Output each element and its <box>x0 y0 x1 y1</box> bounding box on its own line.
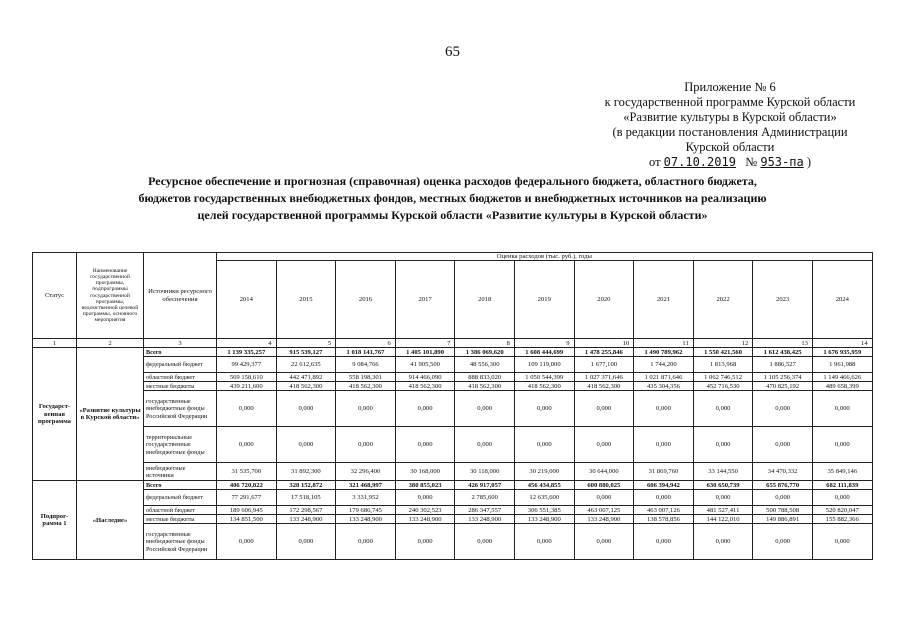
table-row <box>33 373 873 382</box>
value-cell-2015: 328 152,872 <box>276 481 336 490</box>
value-cell-2019: 30 219,000 <box>514 463 574 481</box>
source-cell: Всего <box>144 481 217 490</box>
value-cell-2015: 31 892,300 <box>276 463 336 481</box>
value-cell-2016: 0,000 <box>336 427 396 463</box>
value-cell-2014: 439 211,600 <box>217 382 277 391</box>
value-cell-2016: 321 468,997 <box>336 481 396 490</box>
value-cell-2022: 0,000 <box>693 391 753 427</box>
value-cell-2015: 0,000 <box>276 524 336 560</box>
value-cell-2019: 456 434,855 <box>514 481 574 490</box>
annex-number-label: № <box>745 155 758 169</box>
source-cell: местные бюджеты <box>144 515 217 524</box>
value-cell-2023: 1 886,527 <box>753 357 813 373</box>
value-cell-2021: 31 869,760 <box>634 463 694 481</box>
index-cell-6: 6 <box>336 339 396 348</box>
value-cell-2021: 1 021 871,646 <box>634 373 694 382</box>
value-cell-2021: 1 490 789,962 <box>634 348 694 357</box>
index-cell-9: 9 <box>514 339 574 348</box>
value-cell-2019: 306 551,385 <box>514 506 574 515</box>
value-cell-2015: 133 248,900 <box>276 515 336 524</box>
value-cell-2018: 30 118,000 <box>455 463 515 481</box>
block1-status: Государст-венная программа <box>33 348 77 481</box>
value-cell-2023: 1 612 438,425 <box>753 348 813 357</box>
value-cell-2019: 12 635,600 <box>514 490 574 506</box>
value-cell-2020: 418 562,300 <box>574 382 634 391</box>
value-cell-2019: 1 608 444,699 <box>514 348 574 357</box>
year-header-2020: 2020 <box>574 261 634 339</box>
value-cell-2015: 442 471,892 <box>276 373 336 382</box>
year-header-2014: 2014 <box>217 261 277 339</box>
value-cell-2022: 33 144,550 <box>693 463 753 481</box>
source-cell: государственные внебюджетные фонды Российской Федерации <box>144 391 217 427</box>
table-row <box>33 391 873 427</box>
block2-status: Подпрог-рамма 1 <box>33 481 77 560</box>
year-header-2021: 2021 <box>634 261 694 339</box>
value-cell-2016: 179 686,745 <box>336 506 396 515</box>
value-cell-2022: 1 550 421,560 <box>693 348 753 357</box>
source-cell: федеральный бюджет <box>144 357 217 373</box>
value-cell-2023: 0,000 <box>753 427 813 463</box>
value-cell-2016: 3 331,952 <box>336 490 396 506</box>
value-cell-2024: 1 676 935,959 <box>812 348 872 357</box>
index-cell-8: 8 <box>455 339 515 348</box>
title-line-2: бюджетов государственных внебюджетных фондов, местных бюджетов и внебюджетных источников на реализацию <box>138 191 767 205</box>
source-cell: местные бюджеты <box>144 382 217 391</box>
value-cell-2018: 0,000 <box>455 391 515 427</box>
value-cell-2019: 0,000 <box>514 524 574 560</box>
index-cell-5: 5 <box>276 339 336 348</box>
resource-table-wrapper <box>32 252 872 560</box>
value-cell-2020: 1 027 371,646 <box>574 373 634 382</box>
value-cell-2020: 30 644,000 <box>574 463 634 481</box>
index-cell-4: 4 <box>217 339 277 348</box>
value-cell-2017: 418 562,300 <box>395 382 455 391</box>
value-cell-2020: 0,000 <box>574 427 634 463</box>
value-cell-2014: 77 291,677 <box>217 490 277 506</box>
value-cell-2017: 0,000 <box>395 427 455 463</box>
value-cell-2020: 1 478 255,846 <box>574 348 634 357</box>
annex-line-5: Курской области <box>685 140 775 154</box>
value-cell-2019: 109 119,000 <box>514 357 574 373</box>
index-cell-13: 13 <box>753 339 813 348</box>
value-cell-2019: 418 562,300 <box>514 382 574 391</box>
header-status: Статус <box>33 253 77 339</box>
value-cell-2022: 452 716,530 <box>693 382 753 391</box>
value-cell-2019: 1 050 544,399 <box>514 373 574 382</box>
title-line-1: Ресурсное обеспечение и прогнозная (справочная) оценка расходов федерального бюджета, областного бюджета, <box>148 174 757 188</box>
value-cell-2016: 0,000 <box>336 391 396 427</box>
value-cell-2020: 1 677,100 <box>574 357 634 373</box>
header-name: Наименование государственной программы, подпрограммы государственной программы, ведомственной целевой программы, основного мероприятия <box>77 253 144 339</box>
table-row <box>33 506 873 515</box>
source-cell: территориальные государственные внебюджетные фонды <box>144 427 217 463</box>
value-cell-2014: 406 720,822 <box>217 481 277 490</box>
value-cell-2024: 0,000 <box>812 427 872 463</box>
year-header-2016: 2016 <box>336 261 396 339</box>
value-cell-2017: 0,000 <box>395 490 455 506</box>
table-body <box>33 348 873 560</box>
year-header-2024: 2024 <box>812 261 872 339</box>
year-header-2023: 2023 <box>753 261 813 339</box>
value-cell-2018: 0,000 <box>455 427 515 463</box>
table-row <box>33 382 873 391</box>
header-estimate: Оценка расходов (тыс. руб.), годы <box>217 253 873 261</box>
index-cell-2: 2 <box>77 339 144 348</box>
value-cell-2014: 569 158,610 <box>217 373 277 382</box>
value-cell-2023: 0,000 <box>753 391 813 427</box>
value-cell-2016: 0,000 <box>336 524 396 560</box>
value-cell-2023: 0,000 <box>753 490 813 506</box>
value-cell-2021: 435 304,356 <box>634 382 694 391</box>
value-cell-2019: 133 248,900 <box>514 515 574 524</box>
value-cell-2022: 481 527,411 <box>693 506 753 515</box>
value-cell-2024: 1 961,988 <box>812 357 872 373</box>
value-cell-2016: 9 084,766 <box>336 357 396 373</box>
table-row <box>33 463 873 481</box>
index-cell-12: 12 <box>693 339 753 348</box>
value-cell-2024: 520 820,047 <box>812 506 872 515</box>
value-cell-2017: 1 405 101,890 <box>395 348 455 357</box>
annex-header <box>560 80 900 170</box>
value-cell-2020: 133 248,900 <box>574 515 634 524</box>
value-cell-2018: 286 347,557 <box>455 506 515 515</box>
annex-line-2: к государственной программе Курской области <box>604 95 856 109</box>
value-cell-2018: 426 917,057 <box>455 481 515 490</box>
value-cell-2021: 0,000 <box>634 391 694 427</box>
year-header-2019: 2019 <box>514 261 574 339</box>
source-cell: областной бюджет <box>144 373 217 382</box>
block2-name: «Наследие» <box>77 481 144 560</box>
value-cell-2023: 655 876,770 <box>753 481 813 490</box>
table-row <box>33 515 873 524</box>
annex-line-3: «Развитие культуры в Курской области» <box>623 110 837 124</box>
value-cell-2017: 380 855,023 <box>395 481 455 490</box>
value-cell-2024: 0,000 <box>812 490 872 506</box>
year-header-2018: 2018 <box>455 261 515 339</box>
value-cell-2022: 0,000 <box>693 490 753 506</box>
value-cell-2017: 0,000 <box>395 524 455 560</box>
value-cell-2022: 1 813,968 <box>693 357 753 373</box>
value-cell-2021: 0,000 <box>634 427 694 463</box>
annex-line-1: Приложение № 6 <box>684 80 776 94</box>
year-header-2017: 2017 <box>395 261 455 339</box>
value-cell-2015: 17 518,105 <box>276 490 336 506</box>
value-cell-2021: 1 744,200 <box>634 357 694 373</box>
value-cell-2017: 41 905,500 <box>395 357 455 373</box>
value-cell-2014: 0,000 <box>217 427 277 463</box>
value-cell-2018: 2 785,600 <box>455 490 515 506</box>
value-cell-2014: 0,000 <box>217 524 277 560</box>
value-cell-2024: 682 111,839 <box>812 481 872 490</box>
index-row <box>33 339 873 348</box>
value-cell-2017: 30 168,000 <box>395 463 455 481</box>
value-cell-2020: 0,000 <box>574 524 634 560</box>
index-cell-7: 7 <box>395 339 455 348</box>
annex-from-label: от <box>648 155 661 169</box>
value-cell-2015: 22 612,635 <box>276 357 336 373</box>
annex-line-4: (в редакции постановления Администрации <box>612 125 848 139</box>
index-cell-14: 14 <box>812 339 872 348</box>
value-cell-2018: 418 562,300 <box>455 382 515 391</box>
value-cell-2014: 31 535,700 <box>217 463 277 481</box>
table-row <box>33 490 873 506</box>
value-cell-2022: 144 122,010 <box>693 515 753 524</box>
value-cell-2024: 489 658,399 <box>812 382 872 391</box>
value-cell-2014: 1 139 335,257 <box>217 348 277 357</box>
value-cell-2015: 172 298,567 <box>276 506 336 515</box>
value-cell-2014: 134 851,500 <box>217 515 277 524</box>
value-cell-2015: 0,000 <box>276 427 336 463</box>
value-cell-2024: 1 149 466,626 <box>812 373 872 382</box>
value-cell-2022: 630 650,739 <box>693 481 753 490</box>
value-cell-2018: 48 556,300 <box>455 357 515 373</box>
value-cell-2015: 418 562,300 <box>276 382 336 391</box>
value-cell-2022: 0,000 <box>693 427 753 463</box>
table-row <box>33 427 873 463</box>
value-cell-2022: 0,000 <box>693 524 753 560</box>
value-cell-2019: 0,000 <box>514 391 574 427</box>
value-cell-2017: 240 302,523 <box>395 506 455 515</box>
value-cell-2016: 133 248,900 <box>336 515 396 524</box>
header-source: Источники ресурсного обеспечения <box>144 253 217 339</box>
value-cell-2020: 600 880,025 <box>574 481 634 490</box>
value-cell-2021: 606 394,942 <box>634 481 694 490</box>
annex-date: 07.10.2019 <box>663 155 736 169</box>
value-cell-2016: 558 198,301 <box>336 373 396 382</box>
value-cell-2023: 0,000 <box>753 524 813 560</box>
table-row <box>33 481 873 490</box>
value-cell-2014: 99 429,377 <box>217 357 277 373</box>
value-cell-2018: 888 833,020 <box>455 373 515 382</box>
value-cell-2021: 138 578,856 <box>634 515 694 524</box>
table-row <box>33 348 873 357</box>
source-cell: областной бюджет <box>144 506 217 515</box>
value-cell-2023: 149 886,891 <box>753 515 813 524</box>
value-cell-2023: 500 788,508 <box>753 506 813 515</box>
value-cell-2024: 155 882,366 <box>812 515 872 524</box>
index-cell-11: 11 <box>634 339 694 348</box>
value-cell-2018: 1 386 069,620 <box>455 348 515 357</box>
value-cell-2023: 470 825,192 <box>753 382 813 391</box>
source-cell: Всего <box>144 348 217 357</box>
value-cell-2017: 0,000 <box>395 391 455 427</box>
value-cell-2020: 0,000 <box>574 391 634 427</box>
annex-number: 953-па <box>760 155 804 169</box>
resource-table <box>32 252 873 560</box>
value-cell-2016: 1 018 141,767 <box>336 348 396 357</box>
index-cell-1: 1 <box>33 339 77 348</box>
year-header-2022: 2022 <box>693 261 753 339</box>
value-cell-2023: 1 105 256,374 <box>753 373 813 382</box>
value-cell-2017: 133 248,900 <box>395 515 455 524</box>
table-row <box>33 524 873 560</box>
value-cell-2024: 0,000 <box>812 391 872 427</box>
page-number: 65 <box>445 44 460 60</box>
value-cell-2023: 34 470,332 <box>753 463 813 481</box>
annex-close: ) <box>806 155 812 169</box>
value-cell-2017: 914 466,090 <box>395 373 455 382</box>
year-header-2015: 2015 <box>276 261 336 339</box>
document-title <box>30 173 875 224</box>
value-cell-2021: 463 007,126 <box>634 506 694 515</box>
value-cell-2015: 0,000 <box>276 391 336 427</box>
value-cell-2022: 1 062 746,512 <box>693 373 753 382</box>
source-cell: федеральный бюджет <box>144 490 217 506</box>
title-line-3: целей государственной программы Курской области «Развитие культуры в Курской области» <box>197 208 708 222</box>
value-cell-2018: 0,000 <box>455 524 515 560</box>
value-cell-2020: 0,000 <box>574 490 634 506</box>
value-cell-2024: 35 849,146 <box>812 463 872 481</box>
index-cell-10: 10 <box>574 339 634 348</box>
value-cell-2016: 32 296,400 <box>336 463 396 481</box>
value-cell-2014: 189 606,945 <box>217 506 277 515</box>
table-row <box>33 357 873 373</box>
value-cell-2024: 0,000 <box>812 524 872 560</box>
source-cell: государственные внебюджетные фонды Российской Федерации <box>144 524 217 560</box>
value-cell-2016: 418 562,300 <box>336 382 396 391</box>
annex-date-line <box>560 155 900 170</box>
value-cell-2018: 133 248,900 <box>455 515 515 524</box>
source-cell: внебюджетные источники <box>144 463 217 481</box>
block1-name: «Развитие культуры в Курской области» <box>77 348 144 481</box>
value-cell-2015: 915 539,127 <box>276 348 336 357</box>
value-cell-2020: 463 007,125 <box>574 506 634 515</box>
index-cell-3: 3 <box>144 339 217 348</box>
value-cell-2021: 0,000 <box>634 524 694 560</box>
value-cell-2021: 0,000 <box>634 490 694 506</box>
value-cell-2014: 0,000 <box>217 391 277 427</box>
value-cell-2019: 0,000 <box>514 427 574 463</box>
